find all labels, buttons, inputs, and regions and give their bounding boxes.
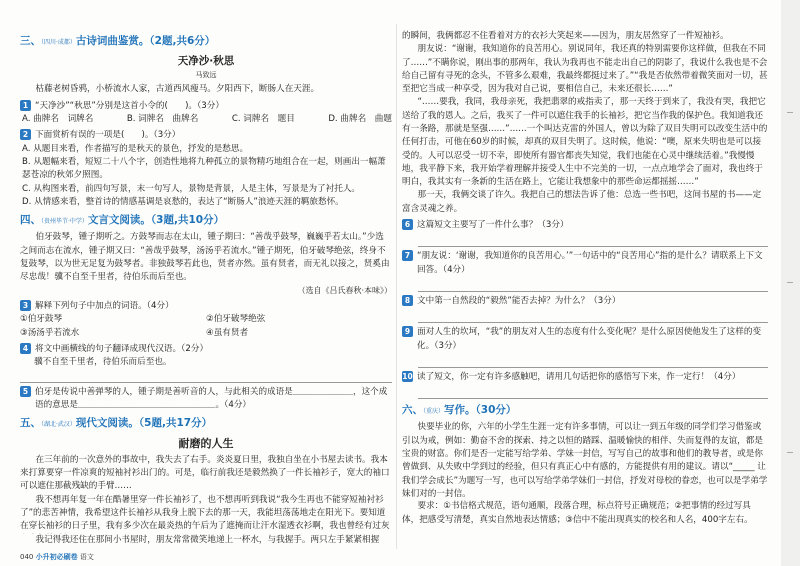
binding-mark <box>787 452 793 453</box>
section-6-heading: 六、（重庆）写作。（30分） <box>402 404 517 417</box>
question-10: 10 读了短文，你一定有许多感触吧，请用几句话把你的感悟写下来，作一定行！（4分） <box>402 371 741 382</box>
translate-sentence: 骥不自至千里者，待伯乐而后至也。 <box>34 357 172 368</box>
section-3-heading: 三、（四川·成都）古诗词曲鉴赏。（2题,共6分） <box>20 35 216 47</box>
page-divider <box>396 24 397 549</box>
item-3[interactable]: ③汤汤乎若流水 <box>20 327 80 338</box>
item-1[interactable]: ①伯牙鼓琴 <box>20 314 63 325</box>
page-number: 040 <box>20 553 34 561</box>
answer-line[interactable] <box>418 353 768 368</box>
question-number-badge: 5 <box>20 386 31 397</box>
binding-mark <box>787 282 793 283</box>
question-number-badge: 4 <box>20 343 31 354</box>
binding-mark <box>787 112 793 113</box>
answer-line[interactable] <box>418 232 768 247</box>
question-2-options <box>20 143 392 210</box>
section-5-heading: 五、（湖北·武汉）现代文阅读。（5题,共17分） <box>20 417 213 430</box>
poem-author: 马致远 <box>195 70 217 79</box>
question-number-badge: 2 <box>20 129 31 140</box>
essay-paragraph-1: 在三年前的一次意外的事故中，我失去了右手。炎炎夏日里，我独自坐在小书屋去读书。我本来打算要穿一件凉爽的短袖衬衫出门的。可是，临行前我还是毅然换了一件长袖衫子，宽大的袖口可以遮住那截残缺的手臂…… <box>20 454 390 492</box>
question-1: 1 “天净沙”“秋思”分别是这首小令的( )。（3分） <box>20 100 392 113</box>
page-edge-strip <box>781 0 800 566</box>
question-4: 4 将文中画横线的句子翻译成现代汉语。（2分） <box>20 343 392 356</box>
question-number-badge: 7 <box>402 250 413 261</box>
question-number-badge: 10 <box>402 371 413 381</box>
option-a[interactable]: A. 曲牌名 词牌名 <box>22 114 94 124</box>
page-footer <box>20 552 94 562</box>
answer-line[interactable] <box>20 370 392 383</box>
essay-paragraph-4: 朋友说：“谢谢，我知道你的良苦用心。别说同年，我还真的特别需要你这样做，但我在不同了……”不瞒你说，刚出事的那两年，我认为我再也不能走出自己的阴影了，我说什么我也是不会给自己留有寻死的念头，不管多么艰难，我最终都挺过来了。”“我是否依然带着微笑面对一切，甚至把它当成一种享受，因为我对自己说，要相信自己，未来还很长……” <box>402 44 768 95</box>
essay-continued: 的瞬间，我俩都忍不住看着对方的衣衫大笑起来——因为，朋友居然穿了一件短袖衫。 <box>402 31 729 41</box>
poem-text: 枯藤老树昏鸦，小桥流水人家，古道西风瘦马。夕阳西下，断肠人在天涯。 <box>35 84 320 95</box>
writing-requirements: 要求：①书信格式规范，语句通顺，段落合理，标点符号正确规范；②把事情的经过写具体，把感受写清楚，真实自然地表达情感；③信中不能出现真实的校名和人名，400字左右。 <box>402 501 753 525</box>
question-3: 3 解释下列句子中加点的词语。（4分） <box>20 300 392 313</box>
classical-passage: 伯牙鼓琴，锺子期听之。方鼓琴而志在太山，锺子期曰：“善哉乎鼓琴，巍巍乎若太山。”少选之间而志在流水，锺子期又曰：“善哉乎鼓琴，汤汤乎若流水。”锺子期死，伯牙破琴绝弦，终身不复鼓琴，以为世无足复为鼓琴者。非独鼓琴若此也，贤者亦然。虽有贤者，而无礼以接之，贤奚由尽忠哉！骥不自至千里者，待伯乐而后至也。 <box>20 232 390 283</box>
right-column <box>402 30 768 527</box>
question-5: 5 伯牙是传说中善弹琴的人，锺子期是善听音的人，与此相关的成语是＿＿＿＿＿＿＿，这个成语的意思是＿＿＿＿＿＿＿＿＿＿＿＿＿＿＿＿。（4分） <box>20 386 392 413</box>
answer-line[interactable] <box>418 308 768 323</box>
essay-paragraph-6: 那一天，我俩交谈了许久。我把自己的想法告诉了他：总选一些书吧，这间书屋的书——定富含灵魂之养。 <box>402 190 762 214</box>
answer-line[interactable] <box>418 277 768 292</box>
poem-title: 天净沙·秋思 <box>177 55 235 68</box>
section-4-heading: 四、（贵州毕节·中学）文言文阅读。（3题,共10分） <box>20 214 225 227</box>
writing-prompt: 快要毕业的你，六年的小学生生涯一定有许多事情，可以让一到五年级的同学们学习借鉴或引以为戒，例如：勤奋不舍的探索、持之以恒的踏踩、温暖愉快的相伴、失而复得的友谊，都是宝贵的财富。你们是否一定能写给学弟、学妹一封信，写写自己的故事和他们的教导者，或是你曾做到、从失败中学到过的经验，但只有真正心中有感的，方能提供有用的建议。请以“_____ 让我们学会成长”为题写一写，也可以写给学弟学妹们一封信，抒发对母校的眷恋，也可以是学弟学妹们对的一封信。 <box>402 422 768 499</box>
book-title: 小升初必刷卷 <box>35 553 78 561</box>
question-number-badge: 3 <box>20 300 31 311</box>
option-a[interactable]: A. 从题目来看，作者描写的是秋天的景色，抒发的是愁思。 <box>22 143 249 154</box>
option-d[interactable]: D. 从情感来看，整首诗的情感基调是哀愁的，表达了“断肠人”浪迹天涯的羁旅愁怀。 <box>22 196 344 207</box>
essay-title: 耐磨的人生 <box>178 436 234 450</box>
question-6: 6 这篇短文主要写了一件什么事？（3分） <box>402 219 768 232</box>
option-d[interactable]: D. 曲牌名 曲题 <box>328 114 392 124</box>
question-8: 8 文中第一自然段的“毅然”能否去掉？为什么？（3分） <box>402 295 768 308</box>
question-number-badge: 9 <box>402 326 413 337</box>
question-3-items <box>20 313 392 326</box>
item-4[interactable]: ④虽有贤者 <box>206 327 249 338</box>
question-1-options <box>20 113 392 126</box>
question-9: 9 面对人生的坎坷，“我”的朋友对人生的态度有什么变化呢？是什么原因使他发生了这样的变化。（3分） <box>402 326 768 353</box>
essay-paragraph-3: 我记得我还住在那间小书屋时，朋友常常微笑地递上一杯水，与我握手。两只左手紧紧相握 <box>35 534 380 545</box>
essay-paragraph-2: 我不想再年复一年在酷暑里穿一件长袖衫了，也不想再听到我说“我今生再也不能穿短袖衬衫了”的悲苦神情，我希望这件长袖衫从我身上脱下去的那一天，我能坦荡荡地走在阳光下。要知道在穿长袖衫的日子里，我有多少次在最炎热的午后为了遮掩而让汗水湿透衣衫啊，我也曾经有过灰 <box>20 494 390 532</box>
subject-label: 语文 <box>79 553 94 561</box>
question-3-items-2 <box>20 327 392 340</box>
question-number-badge: 8 <box>402 295 413 306</box>
option-c[interactable]: C. 词牌名 题目 <box>231 114 295 124</box>
option-b[interactable]: B. 词牌名 曲牌名 <box>126 114 199 124</box>
option-c[interactable]: C. 从构图来看，前四句写景，末一句写人，景物是背景，人是主体，写景是为了衬托人。 <box>22 183 361 194</box>
answer-line[interactable] <box>418 384 768 399</box>
essay-paragraph-5: “……要我，我同，我母亲死，我把翡翠的戒指卖了，那一天终于到来了，我没有哭，我把它送给了我的恩人。之后，我买了一件可以遮住我手的长袖衫，把它当作我的保护色。我知道我还有一条路，那就是坚强……”……一个叫达克雷的外国人，曾以为除了双目失明可以改变生活中的任何打击，可他在60岁的时候，却真的双目失明了。这时候，他说：“噢，原来失明也是可以接受的。人可以忍受一切不幸，即使所有器官都丧失知觉，我们也能在心灵中继续活着。”我慢慢地，我平静下来，我开始学着理解并接受人生中不完美的一切，一点点地学会了面对，我也终于明白，我其实有一条新的生活在路上，它能让我想象中的那些命运都摇摇……” <box>402 97 768 188</box>
option-b[interactable]: B. 从题幅来看，短短二十八个字，创造性地将九种孤立的景物精巧地组合在一起，则画出一幅萧瑟苍凉的秋郊夕照图。 <box>22 156 386 181</box>
item-2[interactable]: ②伯牙破琴绝弦 <box>206 314 266 325</box>
question-7: 7 “朋友说：‘谢谢，我知道你的良苦用心。’”一句话中的“良苦用心”指的是什么？请联系上下文回答。（4分） <box>402 250 768 277</box>
left-column <box>20 30 392 547</box>
question-number-badge: 1 <box>20 100 31 111</box>
question-number-badge: 6 <box>402 219 413 230</box>
question-2: 2 下面赏析有误的一项是( )。（3分） <box>20 129 392 142</box>
passage-source: （选自《吕氏春秋·本味》） <box>297 285 392 295</box>
